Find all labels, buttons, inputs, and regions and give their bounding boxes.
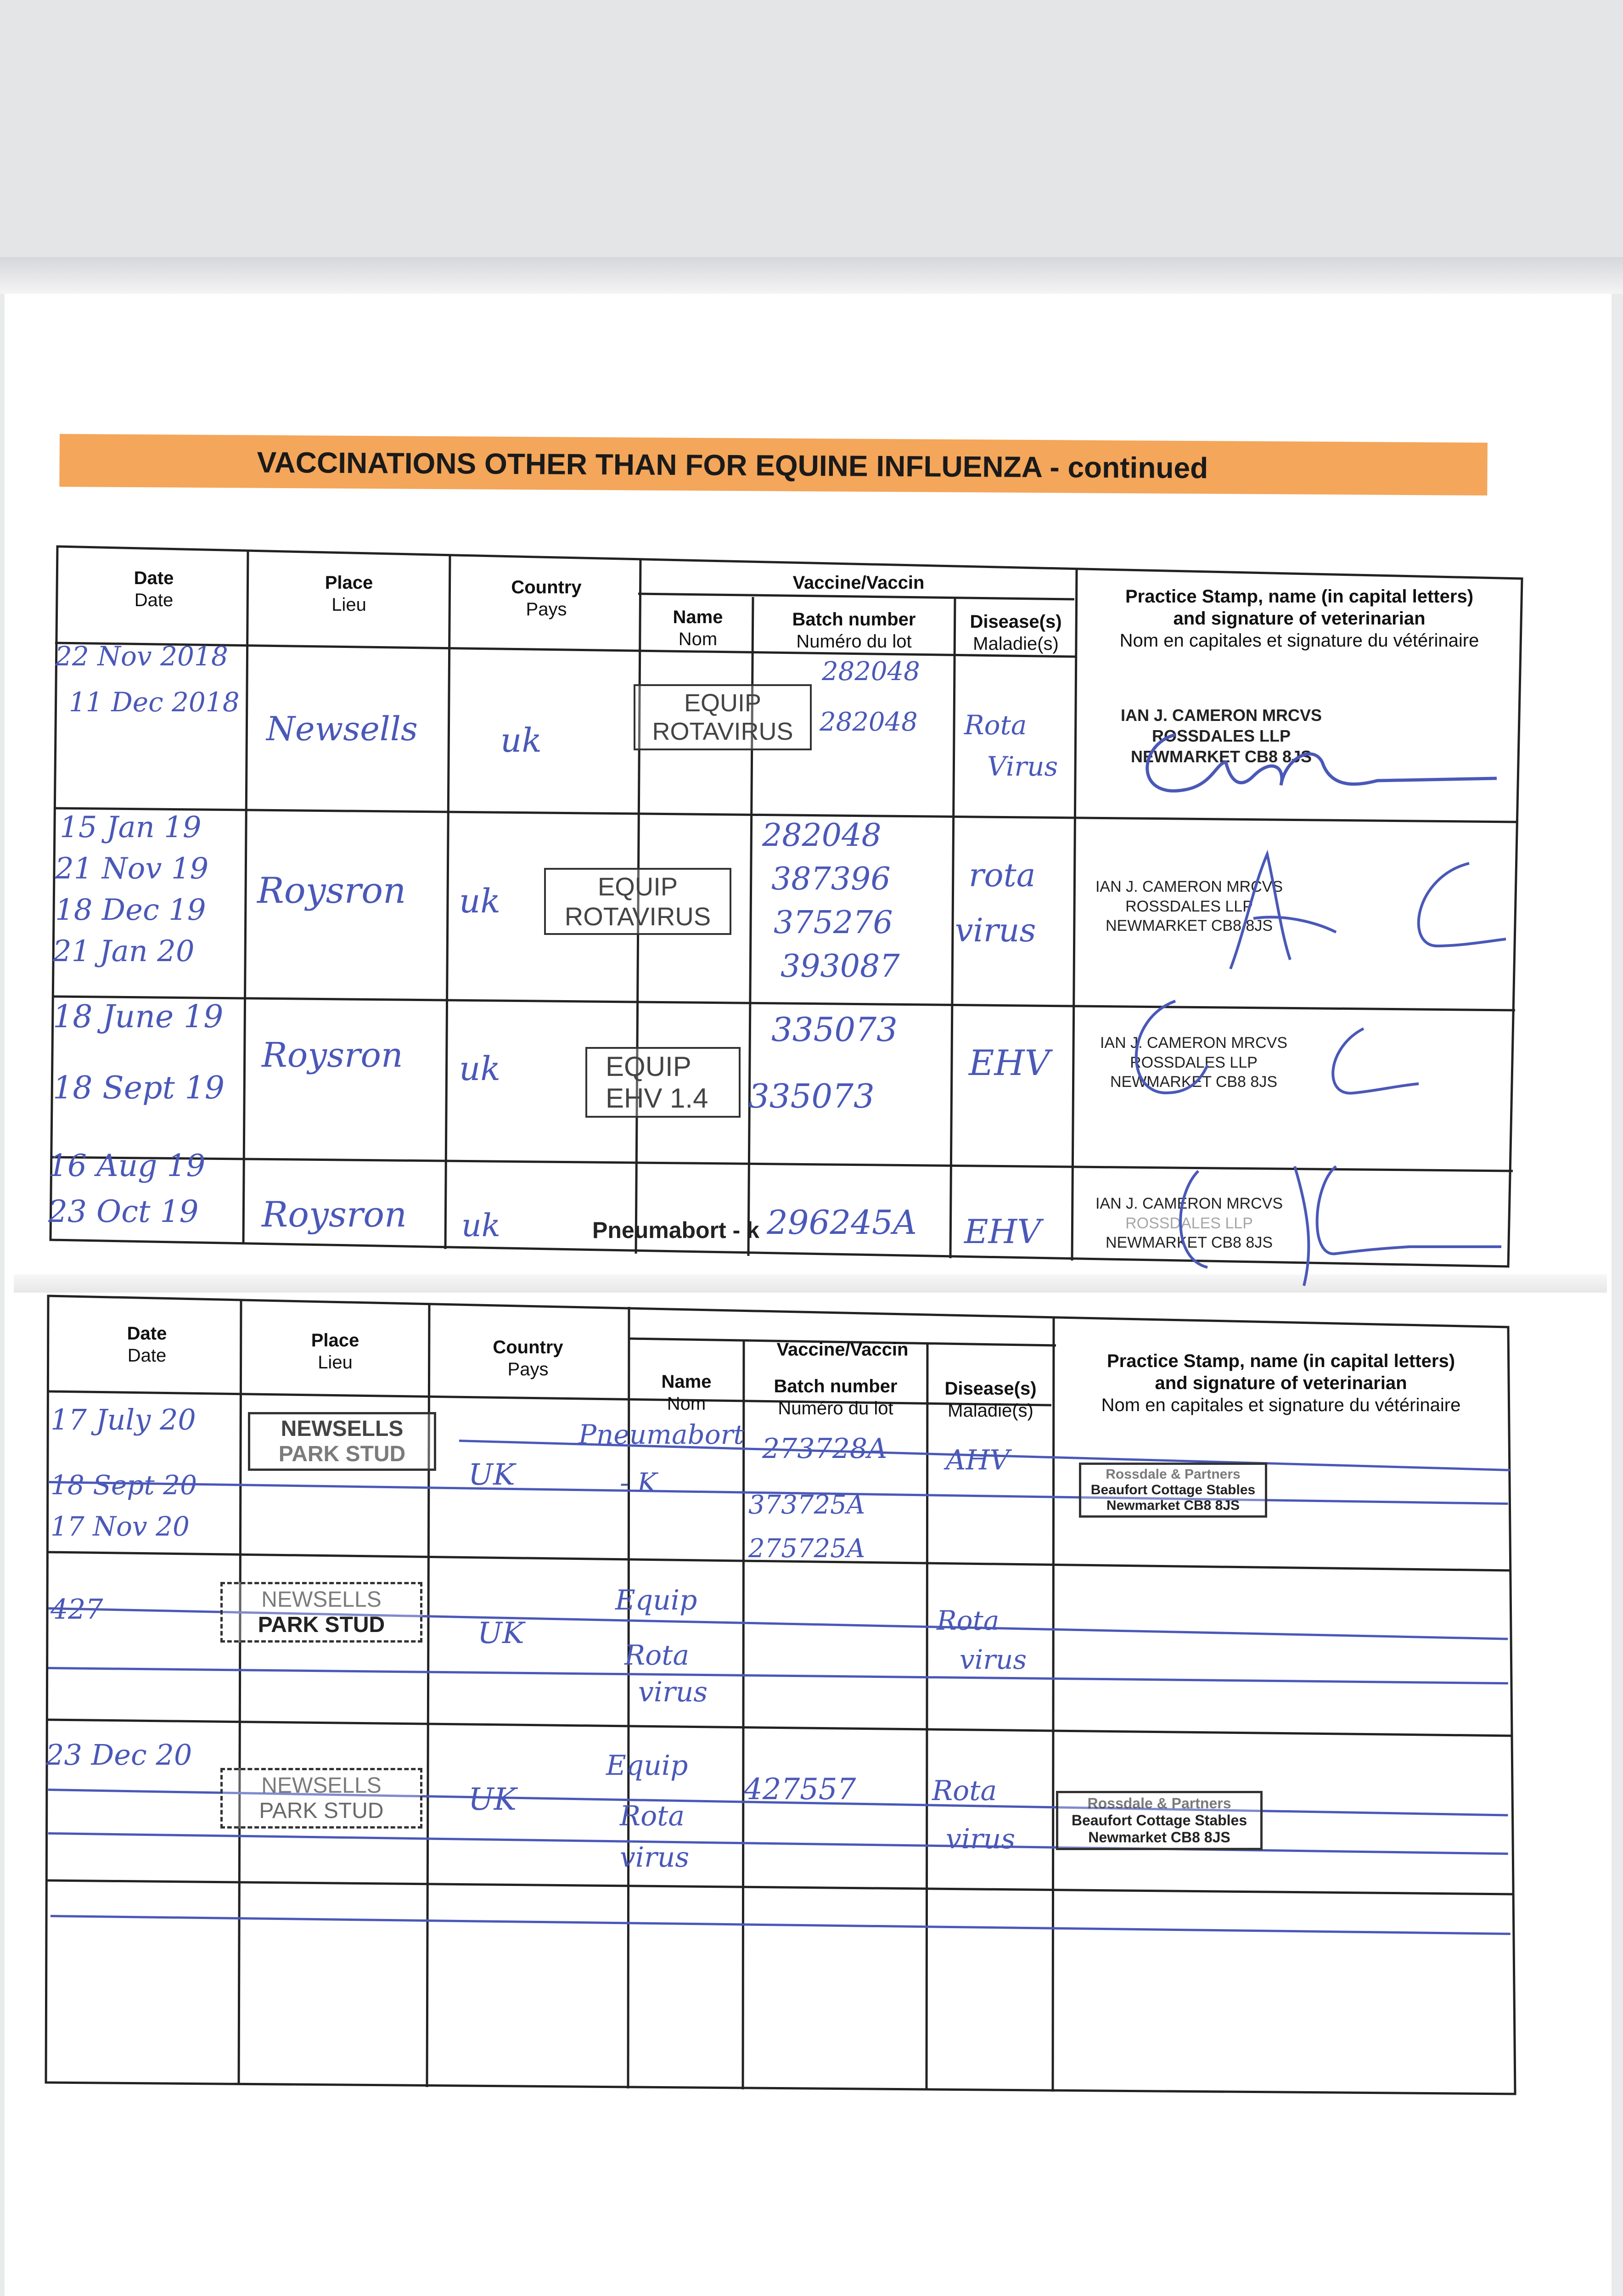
t2-row3-vet-line1: Rossdale & Partners [1087, 1795, 1231, 1812]
row3-place: Roysron [262, 1035, 403, 1075]
t2-header-country-en: Country [493, 1337, 563, 1357]
header-place-fr: Lieu [331, 595, 366, 615]
t2-header-date-fr: Date [127, 1345, 167, 1366]
t2-row3-country: UK [468, 1782, 517, 1817]
header-country-fr: Pays [526, 599, 567, 619]
row2-batch-3: 375276 [774, 905, 893, 941]
row1-date-2: 11 Dec 2018 [69, 687, 240, 718]
t2-row2-disease-2: virus [960, 1644, 1027, 1675]
t2-header-disease [930, 1378, 1051, 1422]
t2-row1-vet-stamp [1079, 1463, 1267, 1518]
row4-vet-line3: NEWMARKET CB8 8JS [1105, 1234, 1273, 1251]
t2-row2-country: UK [477, 1616, 524, 1650]
t2-header-stamp-line3: Nom en capitales et signature du vétérinaire [1101, 1395, 1461, 1415]
t2-row3-name-2: Rota [620, 1800, 685, 1832]
t2-header-name-fr: Nom [667, 1394, 706, 1414]
t2-header-date [78, 1322, 216, 1367]
row1-place: Newsells [266, 709, 418, 748]
row1-vaccine-stamp-line2: ROTAVIRUS [652, 718, 793, 745]
row4-place: Roysron [262, 1194, 407, 1235]
t2-row1-place-line2: PARK STUD [278, 1442, 406, 1466]
t2-row3-place-line2: PARK STUD [259, 1799, 384, 1823]
row2-vaccine-stamp-line1: EQUIP [597, 872, 678, 901]
t2-row3-name-3: virus [620, 1841, 690, 1874]
row2-batch-2: 387396 [771, 861, 891, 897]
header-stamp-line1: Practice Stamp, name (in capital letters) [1125, 586, 1474, 607]
header-vaccine: Vaccine/Vaccin [792, 573, 925, 593]
row2-date-1: 15 Jan 19 [60, 810, 202, 844]
banner-title: VACCINATIONS OTHER THAN FOR EQUINE INFLUENZA - continued [257, 445, 1208, 485]
t2-row2-place-stamp [220, 1582, 422, 1643]
row3-date-2: 18 Sept 19 [53, 1070, 225, 1106]
t2-row2-date: 427 [51, 1593, 103, 1626]
row3-vaccine-stamp-line2: EHV 1.4 [606, 1083, 708, 1114]
row1-date-1: 22 Nov 2018 [55, 641, 228, 672]
header-date-fr: Date [134, 590, 174, 610]
row3-country: uk [459, 1049, 500, 1088]
row1-vet-line3: NEWMARKET CB8 8JS [1130, 747, 1312, 766]
row4-disease: EHV [964, 1212, 1041, 1251]
row4-vaccine-name: Pneumabort - k [592, 1217, 759, 1243]
row3-vet-line2: ROSSDALES LLP [1130, 1053, 1258, 1071]
t2-header-place-fr: Lieu [318, 1352, 353, 1373]
row1-country: uk [500, 721, 542, 760]
row1-batch-2: 282048 [820, 707, 918, 737]
row3-date-1: 18 June 19 [53, 999, 224, 1035]
t2-header-place [266, 1329, 404, 1373]
row2-disease-1: rota [969, 856, 1036, 894]
t2-header-stamp-line2: and signature of veterinarian [1155, 1373, 1407, 1393]
row1-vet-line2: ROSSDALES LLP [1151, 726, 1291, 745]
header-date-en: Date [134, 568, 174, 588]
t2-header-vaccine: Vaccine/Vaccin [776, 1339, 909, 1360]
row1-disease-1: Rota [964, 709, 1027, 741]
t2-header-disease-fr: Maladie(s) [948, 1401, 1033, 1421]
header-place-en: Place [325, 573, 373, 593]
row2-vet-line3: NEWMARKET CB8 8JS [1105, 917, 1273, 934]
row4-batch: 296245A [767, 1203, 917, 1242]
row3-vaccine-stamp-line1: EQUIP [606, 1051, 691, 1082]
row2-vaccine-stamp-line2: ROTAVIRUS [564, 902, 711, 931]
t2-row3-place-line1: NEWSELLS [261, 1773, 382, 1798]
row3-vet-line1: IAN J. CAMERON MRCVS [1100, 1034, 1288, 1052]
row3-batch-2: 335073 [748, 1077, 875, 1115]
t2-header-date-en: Date [127, 1323, 167, 1344]
row1-vaccine-stamp-line1: EQUIP [684, 689, 762, 717]
t2-header-disease-en: Disease(s) [944, 1379, 1037, 1399]
row1-vet-line1: IAN J. CAMERON MRCVS [1120, 706, 1322, 725]
t2-header-batch-fr: Numéro du lot [778, 1398, 893, 1418]
header-disease-fr: Maladie(s) [973, 634, 1059, 654]
t2-row1-batch-1: 273728A [762, 1433, 887, 1465]
row4-country: uk [461, 1208, 500, 1244]
header-stamp-line3: Nom en capitales et signature du vétérinaire [1119, 630, 1479, 651]
row2-vet-line2: ROSSDALES LLP [1125, 897, 1253, 915]
header-stamp-line2: and signature of veterinarian [1173, 608, 1426, 629]
t2-row1-date-1: 17 July 20 [51, 1403, 196, 1436]
row4-date-1: 16 Aug 19 [48, 1148, 206, 1183]
header-batch-en: Batch number [792, 609, 916, 630]
header-batch-fr: Numéro du lot [796, 631, 912, 652]
t2-row3-vet-line3: Newmarket CB8 8JS [1088, 1829, 1230, 1846]
t2-row3-name-1: Equip [606, 1750, 688, 1782]
t2-row2-name-1: Equip [615, 1584, 697, 1616]
row4-vet-line1: IAN J. CAMERON MRCVS [1095, 1195, 1283, 1212]
row3-batch-1: 335073 [771, 1010, 898, 1049]
header-country-en: Country [511, 577, 582, 597]
header-name-fr: Nom [678, 629, 718, 649]
row2-disease-2: virus [955, 912, 1036, 949]
t2-row3-place-stamp [220, 1768, 422, 1829]
t2-row1-place-stamp [248, 1412, 436, 1471]
row4-vet-line2: ROSSDALES LLP [1125, 1214, 1253, 1232]
t2-header-place-en: Place [311, 1330, 359, 1351]
t2-row1-place-line1: NEWSELLS [281, 1417, 404, 1441]
row1-disease-2: Virus [987, 751, 1058, 782]
row2-place: Roysron [257, 870, 406, 912]
row2-vet-line1: IAN J. CAMERON MRCVS [1095, 878, 1283, 895]
t2-header-name [631, 1371, 741, 1415]
row3-disease: EHV [969, 1042, 1050, 1083]
t2-row1-batch-2: 373725A [748, 1490, 865, 1520]
t2-row2-place-line1: NEWSELLS [261, 1587, 382, 1612]
row2-batch-4: 393087 [781, 948, 900, 985]
t2-row1-date-2: 18 Sept 20 [51, 1469, 197, 1501]
t2-row1-disease: AHV [946, 1444, 1010, 1476]
row2-date-2: 21 Nov 19 [55, 852, 209, 886]
t2-row3-date: 23 Dec 20 [46, 1738, 192, 1772]
header-disease-en: Disease(s) [970, 612, 1062, 632]
t2-header-stamp-line1: Practice Stamp, name (in capital letters) [1106, 1351, 1455, 1371]
t2-row1-name-2: - K [620, 1467, 657, 1498]
row2-batch-1: 282048 [762, 817, 882, 854]
row3-vet-line3: NEWMARKET CB8 8JS [1110, 1073, 1277, 1091]
t2-row1-vet-line3: Newmarket CB8 8JS [1106, 1498, 1240, 1513]
t2-row2-name-2: Rota [624, 1639, 690, 1671]
t2-row2-place-line2: PARK STUD [258, 1613, 385, 1637]
t2-row1-vet-line1: Rossdale & Partners [1106, 1467, 1241, 1482]
t2-header-country-fr: Pays [507, 1359, 549, 1379]
row2-date-3: 18 Dec 19 [55, 893, 206, 927]
t2-row1-name-1: Pneumabort [578, 1419, 744, 1450]
t2-row3-disease-1: Rota [932, 1775, 997, 1807]
row2-country: uk [459, 882, 500, 920]
t2-row1-vet-line2: Beaufort Cottage Stables [1090, 1482, 1256, 1497]
t2-header-name-en: Name [661, 1372, 712, 1392]
t2-row3-vet-stamp [1056, 1791, 1263, 1850]
t2-row1-date-3: 17 Nov 20 [51, 1511, 190, 1542]
t2-row3-vet-line2: Beaufort Cottage Stables [1071, 1812, 1247, 1829]
t2-row2-name-3: virus [638, 1676, 708, 1708]
row4-date-2: 23 Oct 19 [48, 1194, 199, 1229]
header-name-en: Name [673, 607, 723, 627]
t2-row1-country: UK [468, 1458, 515, 1492]
row2-date-4: 21 Jan 20 [53, 934, 195, 968]
t2-row1-batch-3: 275725A [748, 1534, 865, 1564]
t2-header-batch-en: Batch number [774, 1376, 898, 1396]
t2-header-batch [746, 1375, 925, 1419]
t2-row3-batch: 427557 [744, 1773, 856, 1806]
t2-row3-disease-2: virus [946, 1823, 1016, 1855]
t2-header-country [459, 1336, 597, 1380]
row1-batch-1: 282048 [822, 657, 920, 687]
t2-row2-disease-1: Rota [937, 1605, 1000, 1636]
t2-header-practice-stamp [1061, 1350, 1501, 1416]
